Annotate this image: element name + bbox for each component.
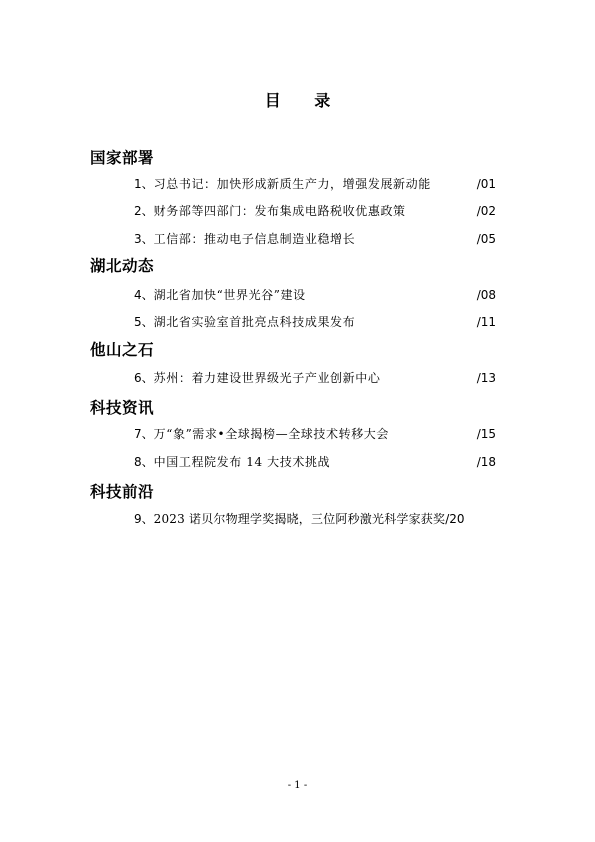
entry-title: 湖北省加快“世界光谷”建设: [153, 288, 306, 302]
entry-page: /02: [476, 204, 496, 218]
entry-title: 万“象”需求•全球揭榜—全球技术转移大会: [153, 427, 389, 441]
toc-entry-5[interactable]: [134, 314, 496, 330]
entry-title: 苏州：着力建设世界级光子产业创新中心: [153, 371, 381, 385]
entry-page: /01: [476, 177, 496, 191]
toc-title: 目 录: [264, 91, 345, 110]
entry-number: 8、: [134, 455, 154, 469]
entry-page: /08: [476, 288, 496, 302]
entry-number: 5、: [134, 315, 154, 329]
entry-title: 工信部：推动电子信息制造业稳增长: [153, 232, 356, 246]
toc-entry-1[interactable]: [134, 176, 496, 192]
entry-number: 2、: [134, 204, 154, 218]
entry-title: 2023 诺贝尔物理学奖揭晓，三位阿秒激光科学家获奖: [153, 512, 446, 526]
entry-title: 财务部等四部门：发布集成电路税收优惠政策: [153, 204, 406, 218]
entry-page: /05: [476, 232, 496, 246]
section-heading-hubei: 湖北动态: [90, 257, 155, 275]
page-number: - 1 -: [287, 780, 308, 791]
entry-title: 湖北省实验室首批亮点科技成果发布: [153, 315, 356, 329]
entry-number: 4、: [134, 288, 154, 302]
entry-number: 9、: [134, 512, 154, 526]
section-heading-tech-news: 科技资讯: [90, 399, 155, 417]
toc-entry-7[interactable]: [134, 426, 496, 442]
entry-number: 3、: [134, 232, 154, 246]
entry-number: 6、: [134, 371, 154, 385]
entry-number: 1、: [134, 177, 154, 191]
section-heading-frontier: 科技前沿: [90, 483, 155, 501]
entry-page: /11: [476, 315, 496, 329]
entry-page: /18: [476, 455, 496, 469]
section-heading-national: 国家部署: [90, 149, 155, 167]
toc-entry-4[interactable]: [134, 287, 496, 303]
entry-number: 7、: [134, 427, 154, 441]
entry-page: /15: [476, 427, 496, 441]
toc-entry-9[interactable]: [134, 511, 496, 527]
toc-entry-8[interactable]: [134, 454, 496, 470]
toc-entry-2[interactable]: [134, 203, 496, 219]
entry-page: /20: [445, 512, 465, 526]
entry-title: 中国工程院发布 14 大技术挑战: [153, 455, 331, 469]
section-heading-other: 他山之石: [90, 341, 155, 359]
entry-title: 习总书记：加快形成新质生产力，增强发展新动能: [153, 177, 431, 191]
toc-entry-3[interactable]: [134, 231, 496, 247]
entry-page: /13: [476, 371, 496, 385]
toc-entry-6[interactable]: [134, 370, 496, 386]
